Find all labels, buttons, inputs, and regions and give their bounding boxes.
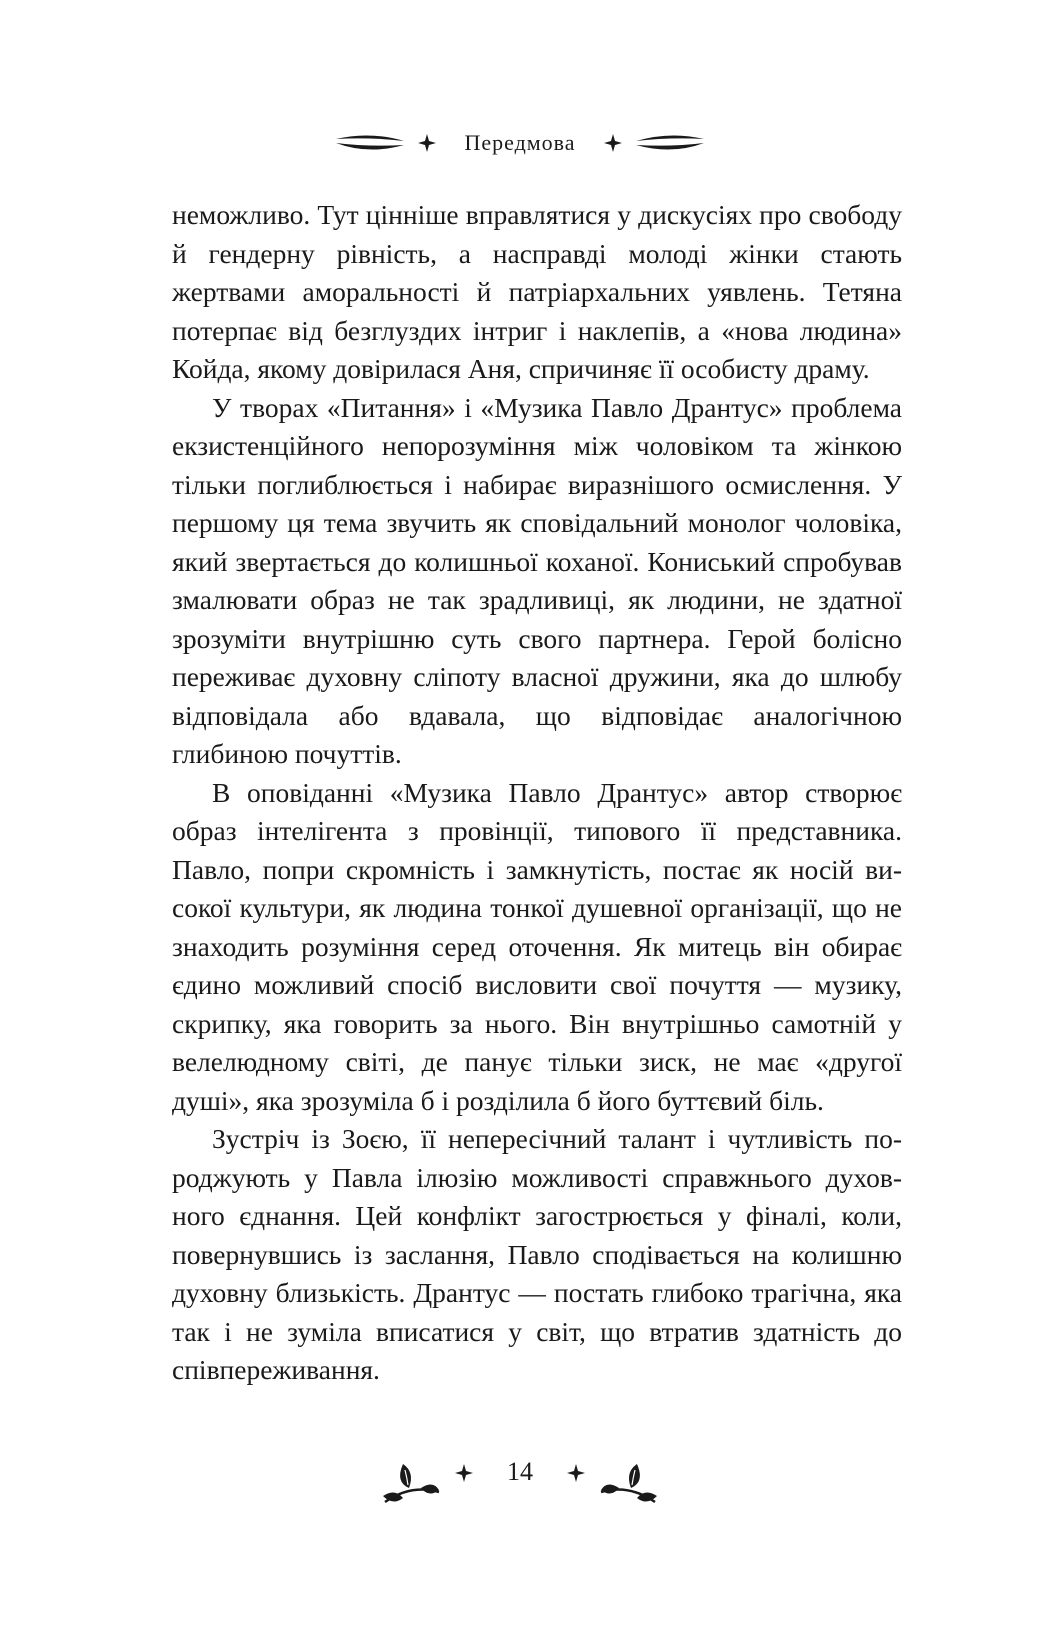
page-number: 14 <box>507 1457 533 1486</box>
left-leaves-sprig-icon <box>381 1454 441 1510</box>
left-leaf-line-icon <box>334 133 406 153</box>
section-title: Передмова <box>464 130 576 155</box>
body-text <box>172 196 902 1390</box>
running-head <box>0 126 1040 160</box>
paragraph-3: В оповiданнi «Музика Павло Дрантус» автор створює образ iнтелiгента з провiнцiї, типового її представника. Павло, попри скромнiсть i замкнутiсть, постає як носiй високої культури, як людина тонкої душевної органiзацiї, що не знаходить розумiння серед оточення. Як митець вiн обирає єдино можливий спосiб висловити свої почуття — музику, скрипку, яка говорить за нього. Вiн внутрiшньо самотнiй у велелюдному свiтi, де панує тiльки зиск, не має «другої душi», яка зрозумiла б i роздiлила б його буттєвий бiль. <box>172 776 902 1116</box>
paragraph-4: Зустрiч iз Зоєю, її непересiчний талант i чутливiсть породжують у Павла iлюзiю можливостi справжнього духовного єднання. Цей конфлiкт загострюється у фiналi, коли, повернувшись iз заслання, Павло сподiвається на колишню духовну близькiсть. Дрантус — постать глибоко трагiчна, яка так i не зумiла вписатися у свiт, що втратив здатнiсть до спiвпереживання. <box>172 1123 902 1385</box>
paragraph-1: неможливо. Тут ціннiше вправлятися у дискусiях про свободу й гендерну рiвнiсть, а насправдi молодi жiнки стають жертвами аморальностi й патрiархальних уявлень. Тетяна потерпає вiд безглуздих iнтриг i наклепiв, а «нова людина» Койда, якому довiрилася Аня, спричиняє її особисту драму. <box>172 199 902 384</box>
right-leaves-sprig-icon <box>599 1454 659 1510</box>
right-leaf-line-icon <box>634 133 706 153</box>
page-footer <box>0 1452 1040 1512</box>
paragraph-2: У творах «Питання» i «Музика Павло Дрантус» проблема екзистенцiйного непорозумiння мiж чоловiком та жiнкою тiльки поглиблюється i набирає виразнiшого осмислення. У першому ця тема звучить як сповiдальний монолог чоловiка, який звертається до колишньої коханої. Кониський спробував змалювати образ не так зрадливицi, як людини, не здатної зрозумiти внутрiшню суть свого партнера. Герой болiсно переживає духовну слiпоту власної дружини, яка до шлюбу вiдповiдала або вдавала, що вiдповiдає аналогiчною глибиною почуттiв. <box>172 391 902 769</box>
right-star-icon <box>604 134 622 152</box>
footer-left-star-icon <box>455 1464 473 1482</box>
footer-right-star-icon <box>567 1464 585 1482</box>
left-star-icon <box>418 134 436 152</box>
